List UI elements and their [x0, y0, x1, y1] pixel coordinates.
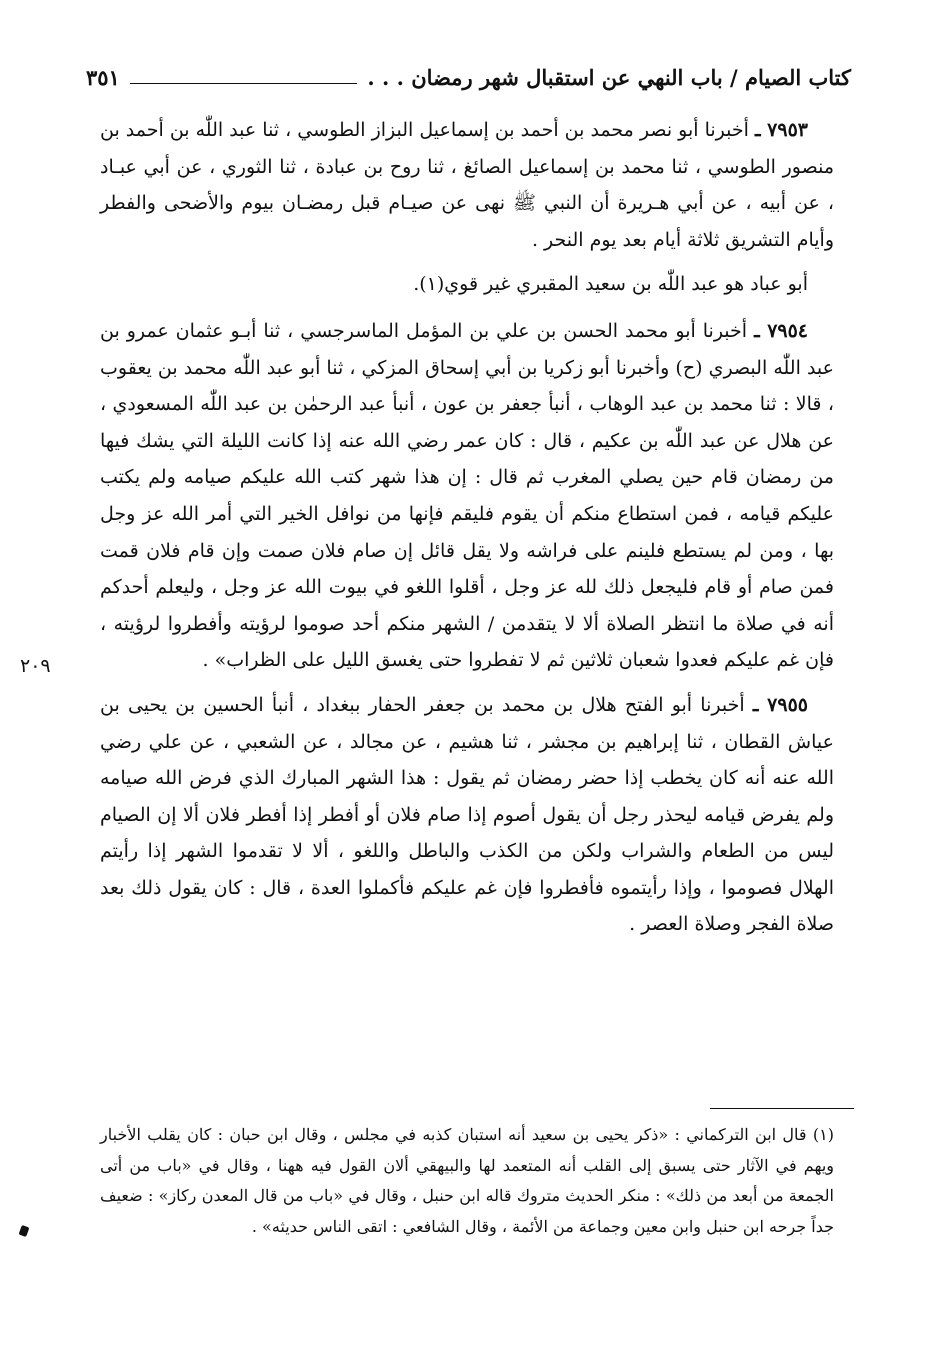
hadith-number: ٧٩٥٣ ـ: [754, 119, 808, 141]
hadith-number: ٧٩٥٤ ـ: [754, 319, 809, 342]
header-title: كتاب الصيام / باب النهي عن استقبال شهر رمضان . . .: [367, 65, 851, 90]
hadith-text: أخبرنا أبو نصر محمد بن أحمد بن إسماعيل البزاز الطوسي ، ثنا عبد اللّٰه بن أحمد بن منصور الطوسي ، ثنا محمد بن إسماعيل الصائغ ، ثنا روح بن عبادة ، ثنا الثوري ، عن أبي عبـاد ، عن أبيه ، عن أبي هـريرة أن النبي ﷺ نهى عن صيـام قبل رمضـان بيوم والأضحى والفطر وأيام التشريق ثلاثة أيام بعد يوم النحر .: [100, 119, 834, 251]
hadith-7955: [100, 687, 834, 943]
hadith-7953: [100, 112, 834, 258]
footnote-separator: [710, 1108, 854, 1109]
hadith-text: أخبرنا أبو الفتح هلال بن محمد بن جعفر الحفار ببغداد ، أنبأ الحسين بن يحيى بن عياش القطان ، ثنا إبراهيم بن مجشر ، ثنا هشيم ، عن مجالد ، عن الشعبي ، عن علي رضي الله عنه أنه كان يخطب إذا حضر رمضان ثم يقول : هذا الشهر المبارك الذي فرض الله صيامه ولم يفرض قيامه ليحذر رجل أن يقول أصوم إذا صام فلان أو أفطر إذا أفطر فلان ألا إن الصيام ليس من الطعام والشراب ولكن من الكذب والباطل واللغو ، ألا لا تقدموا الشهر إذا رأيتم الهلال فصوموا ، وإذا رأيتموه فأفطروا فإن غم عليكم فأكملوا العدة ، قال : كان يقول ذلك بعد صلاة الفجر وصلاة العصر .: [100, 693, 834, 936]
hadith-text: أخبرنا أبو محمد الحسن بن علي بن المؤمل الماسرجسي ، ثنا أبـو عثمان عمرو بن عبد اللّٰه البصري (ح) وأخبرنا أبو زكريا بن أبي إسحاق المزكي ، ثنا أبو عبد اللّٰه محمد بن يعقوب ، قالا : ثنا محمد بن عبد الوهاب ، أنبأ جعفر بن عون ، أنبأ عبد الرحمٰن بن عبد اللّٰه المسعودي ، عن هلال عن عبد اللّٰه بن عكيم ، قال : كان عمر رضي الله عنه إذا كانت الليلة التي يشك فيها من رمضان قام حين يصلي المغرب ثم قال : إن هذا شهر كتب الله عليكم صيامه ولم يكتب عليكم قيامه ، فمن استطاع منكم أن يقوم فليقم فإنها من نوافل الخير التي أمر الله عز وجل بها ، ومن لم يستطع فلينم على فراشه ولا يقل قائل إن صام فلان صمت وإن قام فلان قمت فمن صام أو قام فليجعل ذلك لله عز وجل ، أقلوا اللغو في بيوت الله عز وجل ، وليعلم أحدكم أنه في صلاة ما انتظر الصلاة ألا لا يتقدمن / الشهر منكم أحد صوموا لرؤيته وأفطروا لرؤيته ، فإن غم عليكم فعدوا شعبان ثلاثين ثم لا تفطروا حتى يغسق الليل على الظراب» .: [100, 319, 834, 672]
footnote-marker: (١): [812, 1125, 835, 1144]
running-header: [86, 52, 851, 96]
ink-mark-icon: [19, 1225, 30, 1237]
footnotes: [100, 1120, 834, 1242]
commentary-text: أبو عباد هو عبد اللّٰه بن سعيد المقبري غير قوي(١).: [413, 273, 808, 296]
header-rule: [130, 83, 358, 84]
hadith-7954: [100, 313, 834, 679]
hadith-number: ٧٩٥٥ ـ: [752, 693, 808, 716]
footnote-text: قال ابن التركماني : «ذكر يحيى بن سعيد أنه استبان كذبه في مجلس ، وقال ابن حبان : كان يقلب الأخبار ويهم في الآثار حتى يسبق إلى القلب أنه المتعمد لها والبيهقي ألان القول فيه ههنا ، وقال في «باب من أتى الجمعة من أبعد من ذلك» : منكر الحديث متروك قاله ابن حنبل ، وقال في «باب من قال المعدن ركاز» : ضعيف جداً جرحه ابن حنبل وابن معين وجماعة من الأئمة ، وقال الشافعي : اتقى الناس حديثه» .: [100, 1125, 835, 1236]
page-number: ٣٥١: [86, 65, 120, 90]
margin-page-reference: ٢٠٩: [20, 655, 51, 677]
main-text: [100, 112, 834, 951]
commentary-note: [100, 266, 834, 303]
